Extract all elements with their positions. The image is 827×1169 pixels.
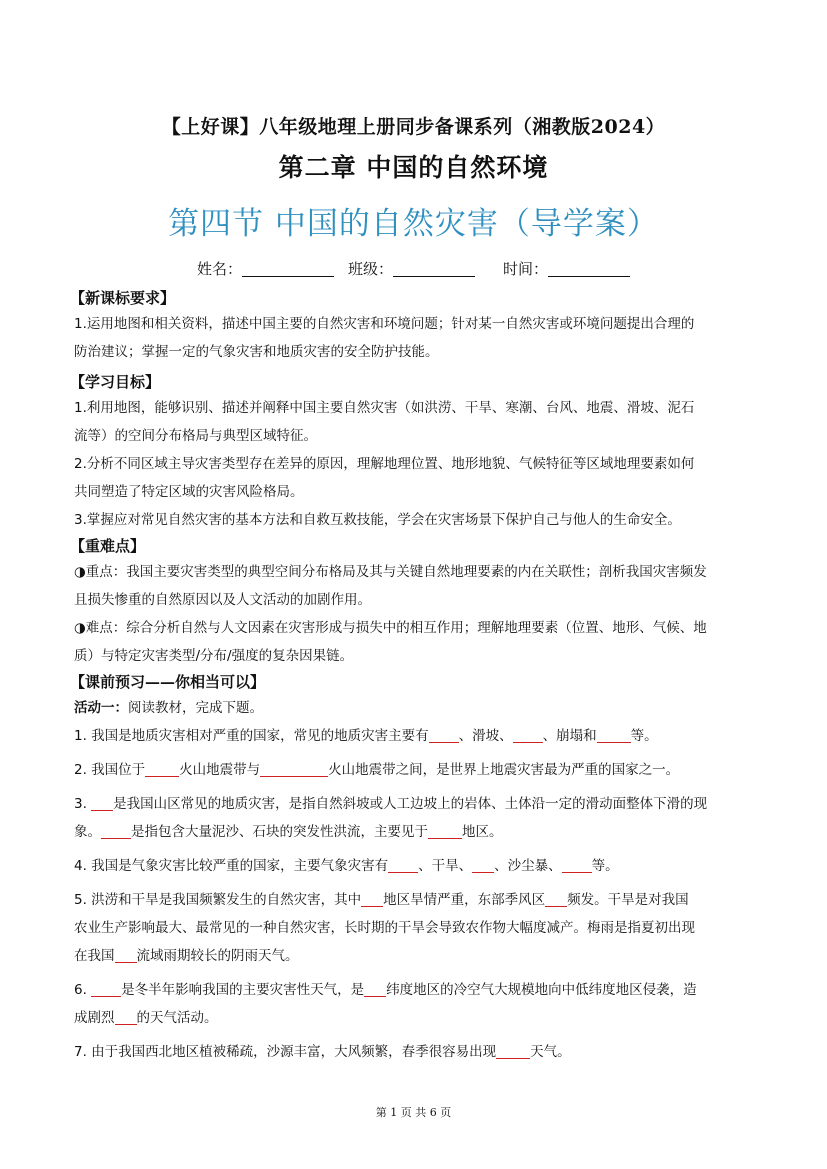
objectives-heading: 【学习目标】 — [70, 373, 161, 391]
objective-line: 流等）的空间分布格局与典型区域特征。 — [74, 428, 317, 444]
answer-blank[interactable] — [545, 892, 567, 907]
keypoint-line: ◑难点：综合分析自然与人文因素在灾害形成与损失中的相互作用；理解地理要素（位置、地形、气候、地 — [74, 620, 707, 636]
question-1: 1. 我国是地质灾害相对严重的国家，常见的地质灾害主要有 、滑坡、 、崩塌和 等。 — [74, 728, 658, 744]
name-label: 姓名： — [196, 260, 242, 278]
curriculum-line: 1.运用地图和相关资料，描述中国主要的自然灾害和环境问题；针对某一自然灾害或环境问题提出合理的 — [74, 316, 695, 332]
keypoint-line: ◑重点：我国主要灾害类型的典型空间分布格局及其与关键自然地理要素的内在关联性；剖析我国灾害频发 — [74, 564, 707, 580]
class-label: 班级： — [347, 260, 393, 278]
answer-blank[interactable] — [562, 858, 592, 873]
answer-blank[interactable] — [428, 824, 462, 839]
series-title: 【上好课】八年级地理上册同步备课系列（湘教版2024） — [161, 116, 666, 138]
question-6: 6. 是冬半年影响我国的主要灾害性天气，是 纬度地区的冷空气大规模地向中低纬度地区侵袭，造 成剧烈 的天气活动。 — [74, 982, 697, 1026]
main-content — [70, 286, 758, 1072]
answer-blank[interactable] — [429, 728, 459, 743]
question-5: 5. 洪涝和干旱是我国频繁发生的自然灾害，其中 地区旱情严重，东部季风区 频发。干旱是对我国 农业生产影响最大、最常见的一种自然灾害，长时期的干旱会导致农作物大幅度减产。梅雨是指夏初出现 在我国 流域雨期较长的阴雨天气。 — [74, 892, 695, 964]
time-label: 时间： — [503, 260, 549, 278]
answer-blank[interactable] — [361, 892, 383, 907]
keypoint-line: 质）与特定灾害类型/分布/强度的复杂因果链。 — [74, 648, 354, 664]
class-blank[interactable] — [393, 262, 475, 277]
answer-blank[interactable] — [115, 948, 137, 963]
question-2: 2. 我国位于 火山地震带与 火山地震带之间，是世界上地震灾害最为严重的国家之一。 — [74, 762, 680, 778]
answer-blank[interactable] — [513, 728, 543, 743]
activity-label: 活动一： — [74, 700, 128, 716]
time-blank[interactable] — [548, 262, 630, 277]
answer-blank[interactable] — [388, 858, 418, 873]
answer-blank[interactable] — [91, 982, 121, 997]
objective-line: 2.分析不同区域主导灾害类型存在差异的原因，理解地理位置、地形地貌、气候特征等区域地理要素如何 — [74, 456, 695, 472]
keypoint-line: 且损失惨重的自然原因以及人文活动的加剧作用。 — [74, 592, 371, 608]
answer-blank[interactable] — [115, 1010, 137, 1025]
student-info-line — [0, 258, 827, 279]
activity-text: 阅读教材，完成下题。 — [128, 700, 263, 716]
objective-line: 1.利用地图，能够识别、描述并阐释中国主要自然灾害（如洪涝、干旱、寒潮、台风、地震、滑坡、泥石 — [74, 400, 695, 416]
activity-line — [74, 694, 758, 722]
answer-blank[interactable] — [101, 824, 131, 839]
name-blank[interactable] — [242, 262, 334, 277]
answer-blank[interactable] — [597, 728, 631, 743]
chapter-title: 第二章 中国的自然环境 — [278, 153, 549, 182]
page-footer: 第 1 页 共 6 页 — [375, 1106, 452, 1119]
objective-line: 3.掌握应对常见自然灾害的基本方法和自救互救技能，学会在灾害场景下保护自己与他人的生命安全。 — [74, 512, 681, 528]
objective-line: 共同塑造了特定区域的灾害风险格局。 — [74, 484, 304, 500]
answer-blank[interactable] — [496, 1044, 530, 1059]
answer-blank[interactable] — [364, 982, 386, 997]
answer-blank[interactable] — [260, 762, 328, 777]
preview-heading: 【课前预习——你相当可以】 — [70, 673, 266, 691]
curriculum-line: 防治建议；掌握一定的气象灾害和地质灾害的安全防护技能。 — [74, 344, 439, 360]
keypoints-heading: 【重难点】 — [70, 537, 146, 555]
answer-blank[interactable] — [145, 762, 179, 777]
question-7: 7. 由于我国西北地区植被稀疏，沙源丰富，大风频繁，春季很容易出现 天气。 — [74, 1044, 571, 1060]
question-4: 4. 我国是气象灾害比较严重的国家，主要气象灾害有 、干旱、 、沙尘暴、 等。 — [74, 858, 619, 874]
question-3: 3. 是我国山区常见的地质灾害，是指自然斜坡或人工边坡上的岩体、土体沿一定的滑动面整体下滑的现 象。 是指包含大量泥沙、石块的突发性洪流，主要见于 地区。 — [74, 796, 708, 840]
curriculum-heading: 【新课标要求】 — [70, 289, 176, 307]
answer-blank[interactable] — [91, 796, 113, 811]
answer-blank[interactable] — [472, 858, 494, 873]
section-title: 第四节 中国的自然灾害（导学案） — [168, 206, 659, 242]
